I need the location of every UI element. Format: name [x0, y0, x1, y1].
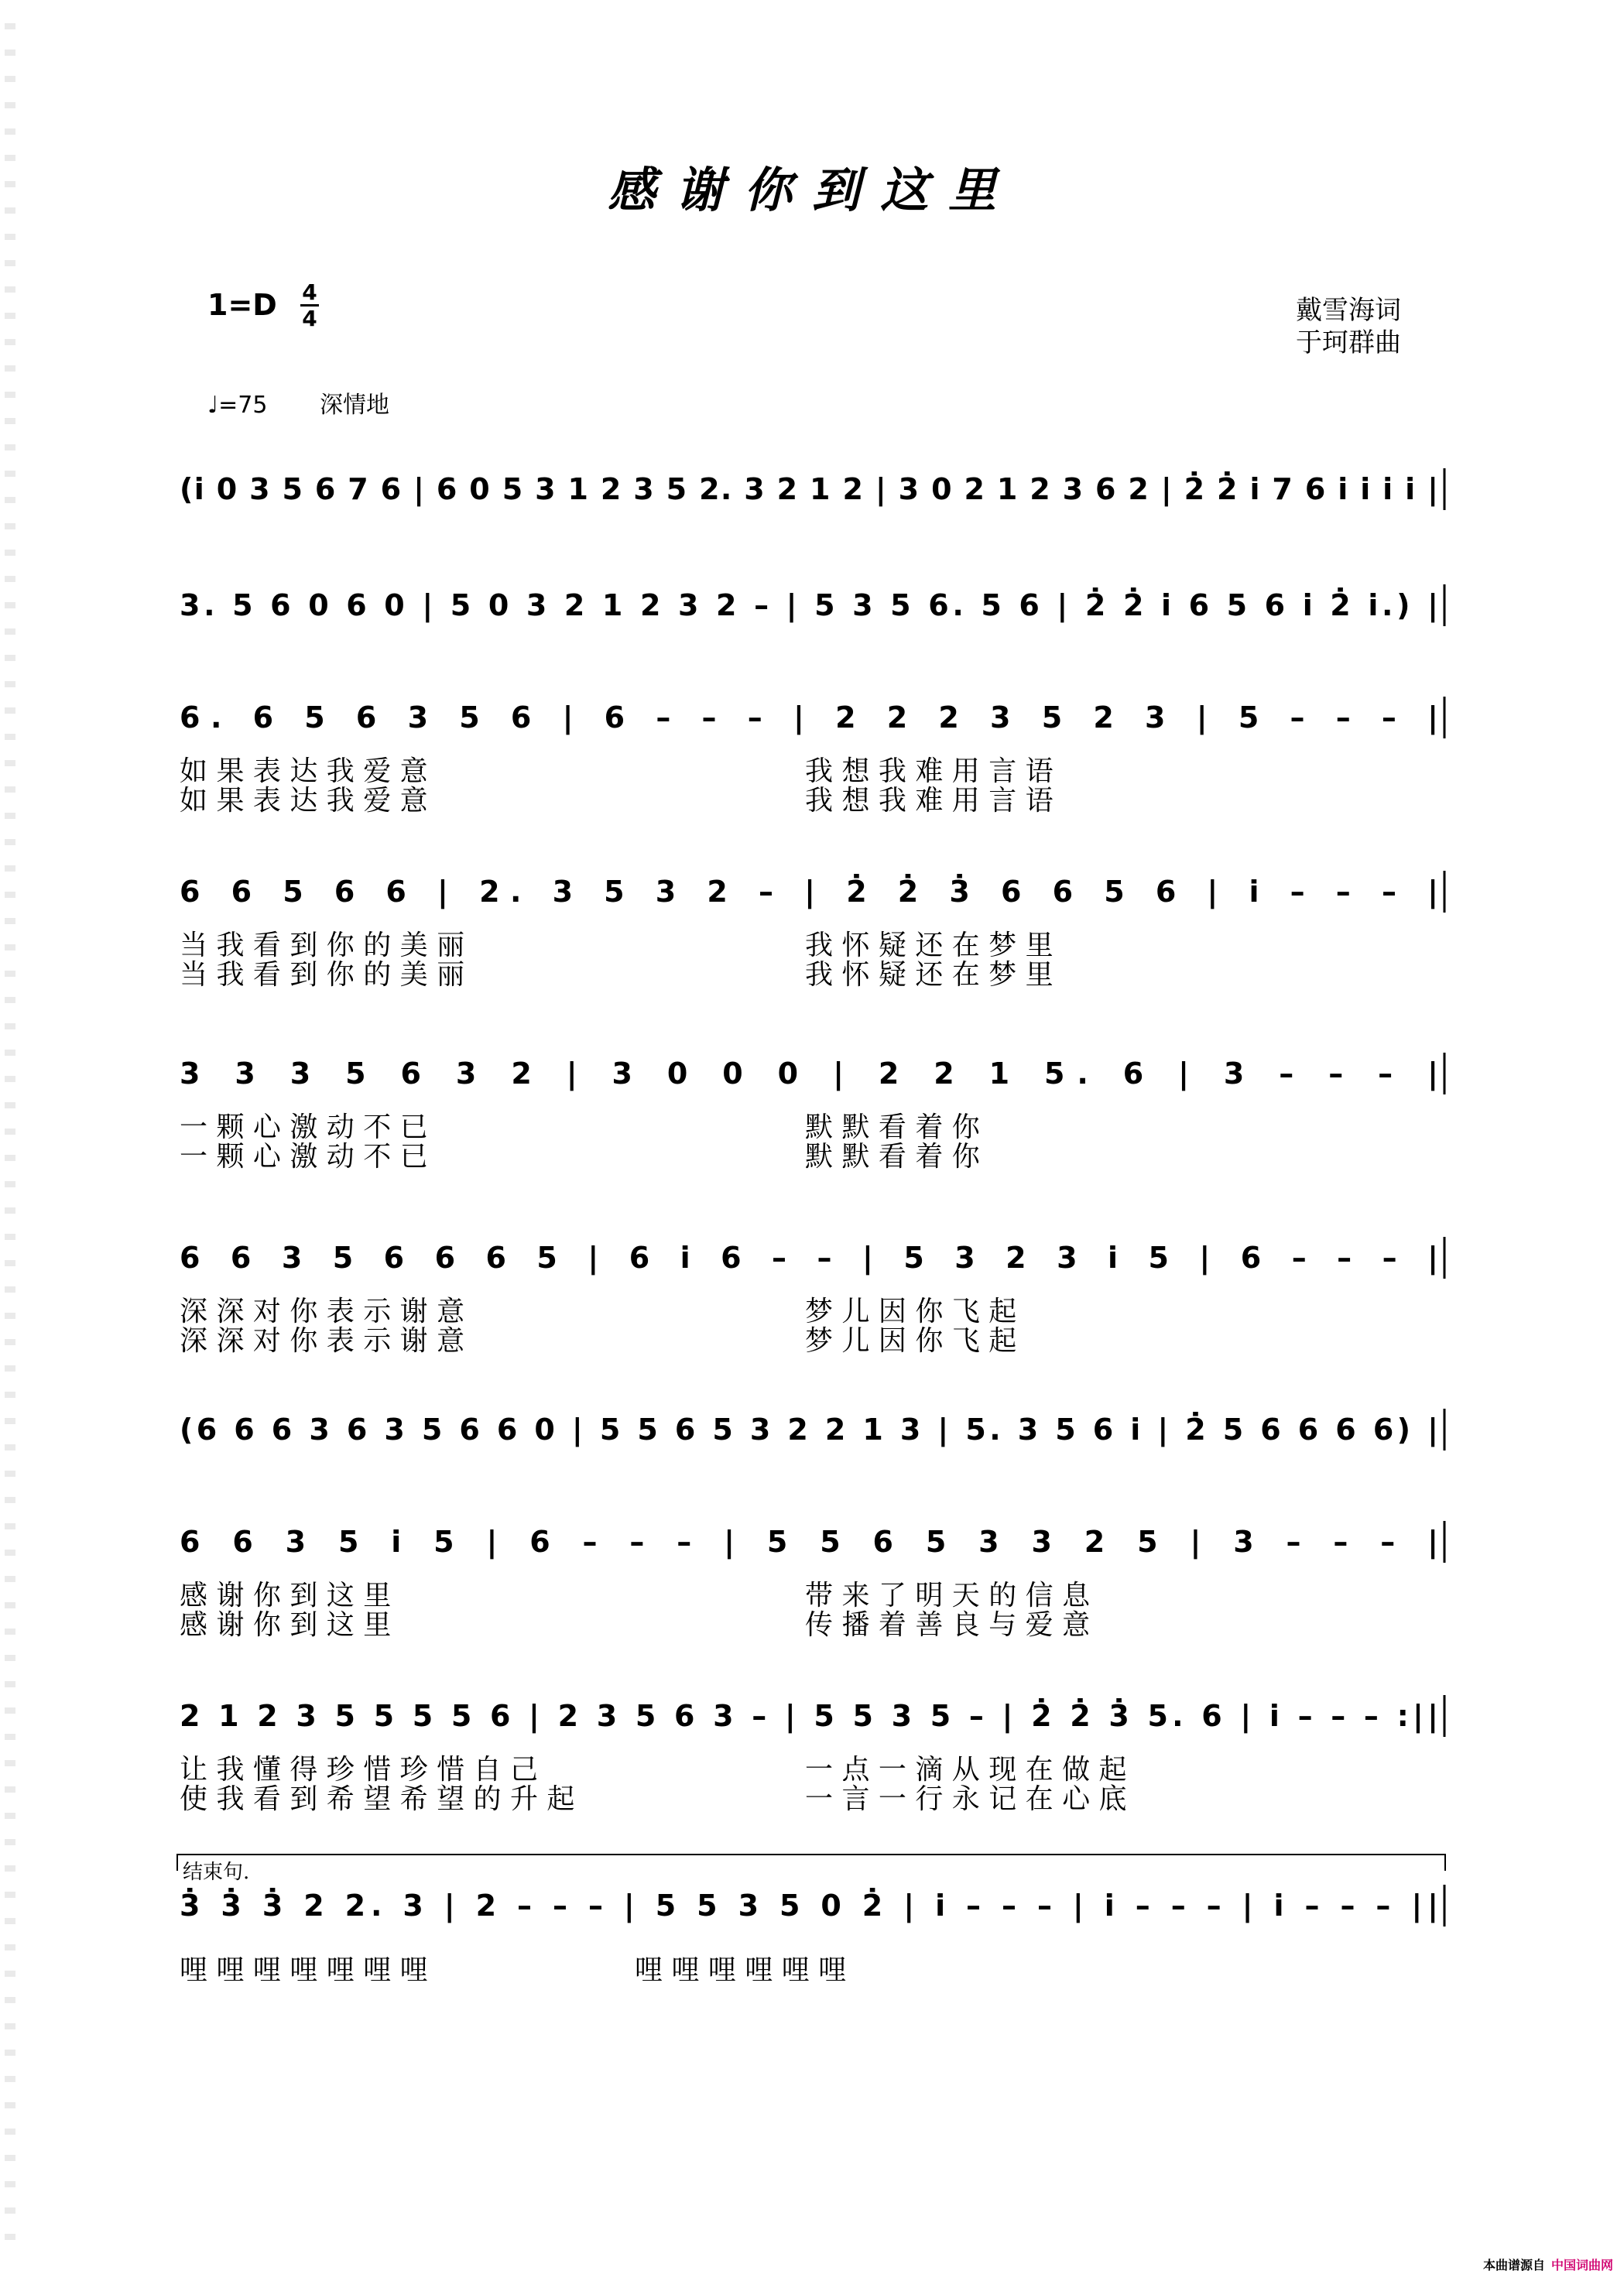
lyric-row-3-1: 如 果 表 达 我 爱 意: [180, 755, 428, 787]
tempo-marking: ♩=75: [207, 392, 268, 419]
footer-site: 中国词曲网: [1550, 2258, 1613, 2272]
music-row-10: 3̇ 3̇ 3̇ 2 2. 3 | 2 – – – | 5 5 3 5 0 2̇ | i̇ – – – | i̇ – – – | i̇ – – – ||: [180, 1889, 1439, 1923]
lyric-row-3-3: 如 果 表 达 我 爱 意: [180, 785, 428, 817]
lyric-row-5-4: 默 默 看 着 你: [805, 1141, 980, 1173]
music-row-5: 3 3 3 5 6 3 2 | 3 0 0 0 | 2 2 1 5. 6 | 3 – – – |: [180, 1057, 1438, 1091]
lyric-row-4-2: 我 怀 疑 还 在 梦 里: [805, 930, 1054, 961]
lyric-row-5-3: 一 颗 心 激 动 不 已: [180, 1141, 428, 1173]
expression-marking: 深情地: [320, 392, 390, 419]
footer: [1483, 2255, 1613, 2273]
lyric-row-8-1: 感 谢 你 到 这 里: [180, 1580, 392, 1611]
lyric-row-3-4: 我 想 我 难 用 言 语: [805, 785, 1054, 817]
lyric-row-10-1: 哩 哩 哩 哩 哩 哩 哩: [180, 1954, 428, 1986]
music-row-8: 6 6 3 5 i̇ 5 | 6 – – – | 5 5 6 5 3 3 2 5 | 3 – – – |: [180, 1525, 1438, 1559]
lyric-row-6-1: 深 深 对 你 表 示 谢 意: [180, 1296, 465, 1327]
lyricist: 戴雪海词: [1296, 295, 1401, 326]
lyric-row-3-2: 我 想 我 难 用 言 语: [805, 755, 1054, 787]
lyric-row-5-2: 默 默 看 着 你: [805, 1111, 980, 1143]
music-row-2: 3. 5 6 0 6 0 | 5 0 3 2 1 2 3 2 – | 5 3 5 6. 5 6 | 2̇ 2̇ i̇ 6 5 6 i̇ 2̇ i̇.) |: [180, 588, 1438, 622]
composer: 于珂群曲: [1296, 327, 1401, 358]
coda-bracket: [176, 1854, 1446, 1871]
lyric-row-9-2: 一 点 一 滴 从 现 在 做 起: [805, 1754, 1127, 1786]
music-row-1: (i̇ 0 3 5 6 7 6 | 6 0 5 3 1 2 3 5 2. 3 2 1 2 | 3 0 2 1 2 3 6 2 | 2̇ 2̇ i̇ 7 6 i̇ i̇ i̇ i̇ |: [180, 472, 1438, 506]
lyric-row-6-4: 梦 儿 因 你 飞 起: [805, 1325, 1017, 1357]
coda-label: 结束句.: [183, 1861, 250, 1884]
lyric-row-9-1: 让 我 懂 得 珍 惜 珍 惜 自 己: [180, 1754, 538, 1786]
lyric-row-5-1: 一 颗 心 激 动 不 已: [180, 1111, 428, 1143]
lyric-row-8-4: 传 播 着 善 良 与 爱 意: [805, 1609, 1091, 1641]
lyric-row-9-3: 使 我 看 到 希 望 希 望 的 升 起: [180, 1783, 575, 1815]
lyric-row-8-2: 带 来 了 明 天 的 信 息: [805, 1580, 1091, 1611]
music-row-9: 2 1 2 3 5 5 5 5 6 | 2 3 5 6 3 – | 5 5 3 5 – | 2̇ 2̇ 3̇ 5. 6 | i̇ – – – :||: [180, 1699, 1439, 1733]
lyric-row-8-3: 感 谢 你 到 这 里: [180, 1609, 392, 1641]
lyric-row-9-4: 一 言 一 行 永 记 在 心 底: [805, 1783, 1127, 1815]
lyric-row-6-2: 梦 儿 因 你 飞 起: [805, 1296, 1017, 1327]
music-row-6: 6 6 3 5 6 6 6 5 | 6 i̇ 6 – – | 5 3 2 3 i̇ 5 | 6 – – – |: [180, 1241, 1438, 1275]
footer-source: 本曲谱源自: [1482, 2258, 1545, 2272]
lyric-row-4-1: 当 我 看 到 你 的 美 丽: [180, 930, 465, 961]
lyric-row-10-2: 哩 哩 哩 哩 哩 哩: [635, 1954, 847, 1986]
time-signature-top: 4: [302, 279, 317, 305]
lyric-row-4-4: 我 怀 疑 还 在 梦 里: [805, 959, 1054, 991]
music-row-3: 6. 6 5 6 3 5 6 | 6 – – – | 2 2 2 3 5 2 3 | 5 – – – |: [180, 700, 1438, 735]
song-title: 感谢你到这里: [607, 162, 1016, 218]
lyric-row-6-3: 深 深 对 你 表 示 谢 意: [180, 1325, 465, 1357]
time-signature-bottom: 4: [302, 306, 317, 331]
key-signature: 1=D: [207, 288, 277, 322]
music-row-4: 6 6 5 6 6 | 2. 3 5 3 2 – | 2̇ 2̇ 3̇ 6 6 5 6 | i̇ – – – |: [180, 875, 1438, 909]
music-row-7: (6 6 6 3 6 3 5 6 6 0 | 5 5 6 5 3 2 2 1 3 | 5. 3 5 6 i̇ | 2̇ 5 6 6 6 6) |: [180, 1413, 1438, 1447]
lyric-row-4-3: 当 我 看 到 你 的 美 丽: [180, 959, 465, 991]
